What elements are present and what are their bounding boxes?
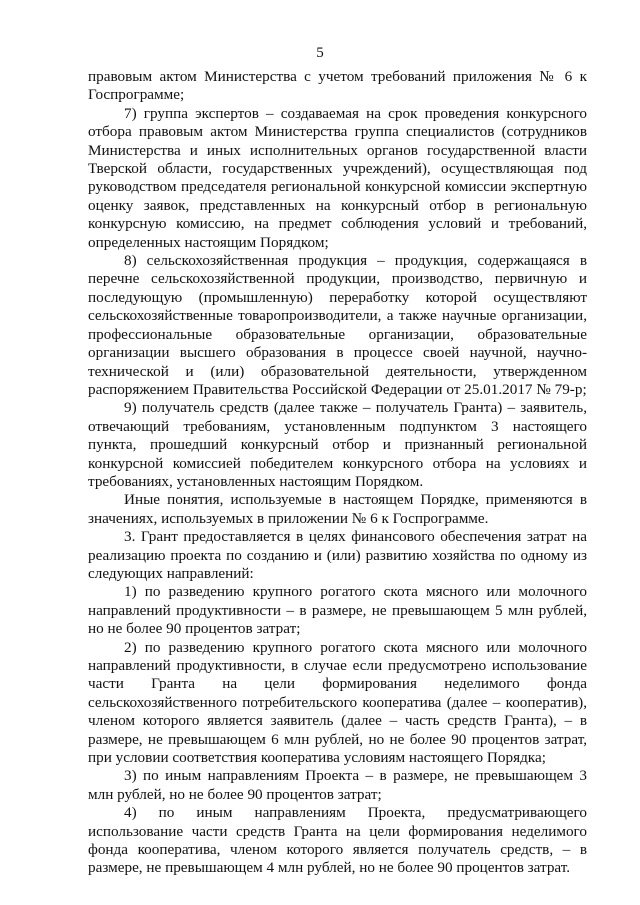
paragraph-continuation: правовым актом Министерства с учетом требований приложения № 6 к Госпрограмме; [88,68,587,104]
paragraph-item-9-recipient: 9) получатель средств (далее также – получатель Гранта) – заявитель, отвечающий требованиям, установленным подпунктом 3 настоящего пункта, прошедший конкурсный отбор и признанный региональной конкурсной комиссией победителем конкурсного отбора на условиях и требованиях, установленных настоящим Порядком. [88,399,587,490]
paragraph-item-8-agri-products: 8) сельскохозяйственная продукция – продукция, содержащаяся в перечне сельскохозяйственной продукции, производство, первичную и последующую (промышленную) переработку которой осуществляют сельскохозяйственные товаропроизводители, а также научные организации, профессиональные образовательные организации, образовательные организации высшего образования в процессе своей научной, научно-технической и (или) образовательной деятельности, утвержденном распоряжением Правительства Российской Федерации от 25.01.2017 № 79-р; [88,252,587,398]
paragraph-item-7-experts: 7) группа экспертов – создаваемая на срок проведения конкурсного отбора правовым актом Министерства группа специалистов (сотрудников Министерства и иных исполнительных органов государственной власти Тверской области, государственных учреждений), осуществляющая под руководством председателя региональной конкурсной комиссии экспертную оценку заявок, представленных на конкурсный отбор в региональную конкурсную комиссию, на предмет соблюдения условий и требований, определенных настоящим Порядком; [88,104,587,251]
paragraph-section-3-grant: 3. Грант предоставляется в целях финансового обеспечения затрат на реализацию проекта по созданию и (или) развитию хозяйства по одному из следующих направлений: [88,528,587,582]
paragraph-direction-2: 2) по разведению крупного рогатого скота мясного или молочного направлений продуктивности, в случае если предусмотрено использование части Гранта на цели формирования неделимого фонда сельскохозяйственного потребительского кооператива (далее – кооператив), членом которого является заявитель (далее – часть средств Гранта), – в размере, не превышающем 6 млн рублей, но не более 90 процентов затрат, при условии соответствия кооператива условиям настоящего Порядка; [88,638,587,767]
paragraph-direction-4: 4) по иным направлениям Проекта, предусматривающего использование части средств Гранта на цели формирования неделимого фонда кооператива, членом которого является получатель средств, – в размере, не превышающем 4 млн рублей, но не более 90 процентов затрат. [88,804,587,877]
paragraph-other-terms: Иные понятия, используемые в настоящем Порядке, применяются в значениях, используемых в приложении № 6 к Госпрограмме. [88,491,587,527]
page-number: 5 [316,45,324,61]
paragraph-direction-1: 1) по разведению крупного рогатого скота мясного или молочного направлений продуктивности – в размере, не превышающем 5 млн рублей, но не более 90 процентов затрат; [88,583,587,638]
document-body [88,68,587,878]
paragraph-direction-3: 3) по иным направлениям Проекта – в размере, не превышающем 3 млн рублей, но не более 90 процентов затрат; [88,767,587,803]
